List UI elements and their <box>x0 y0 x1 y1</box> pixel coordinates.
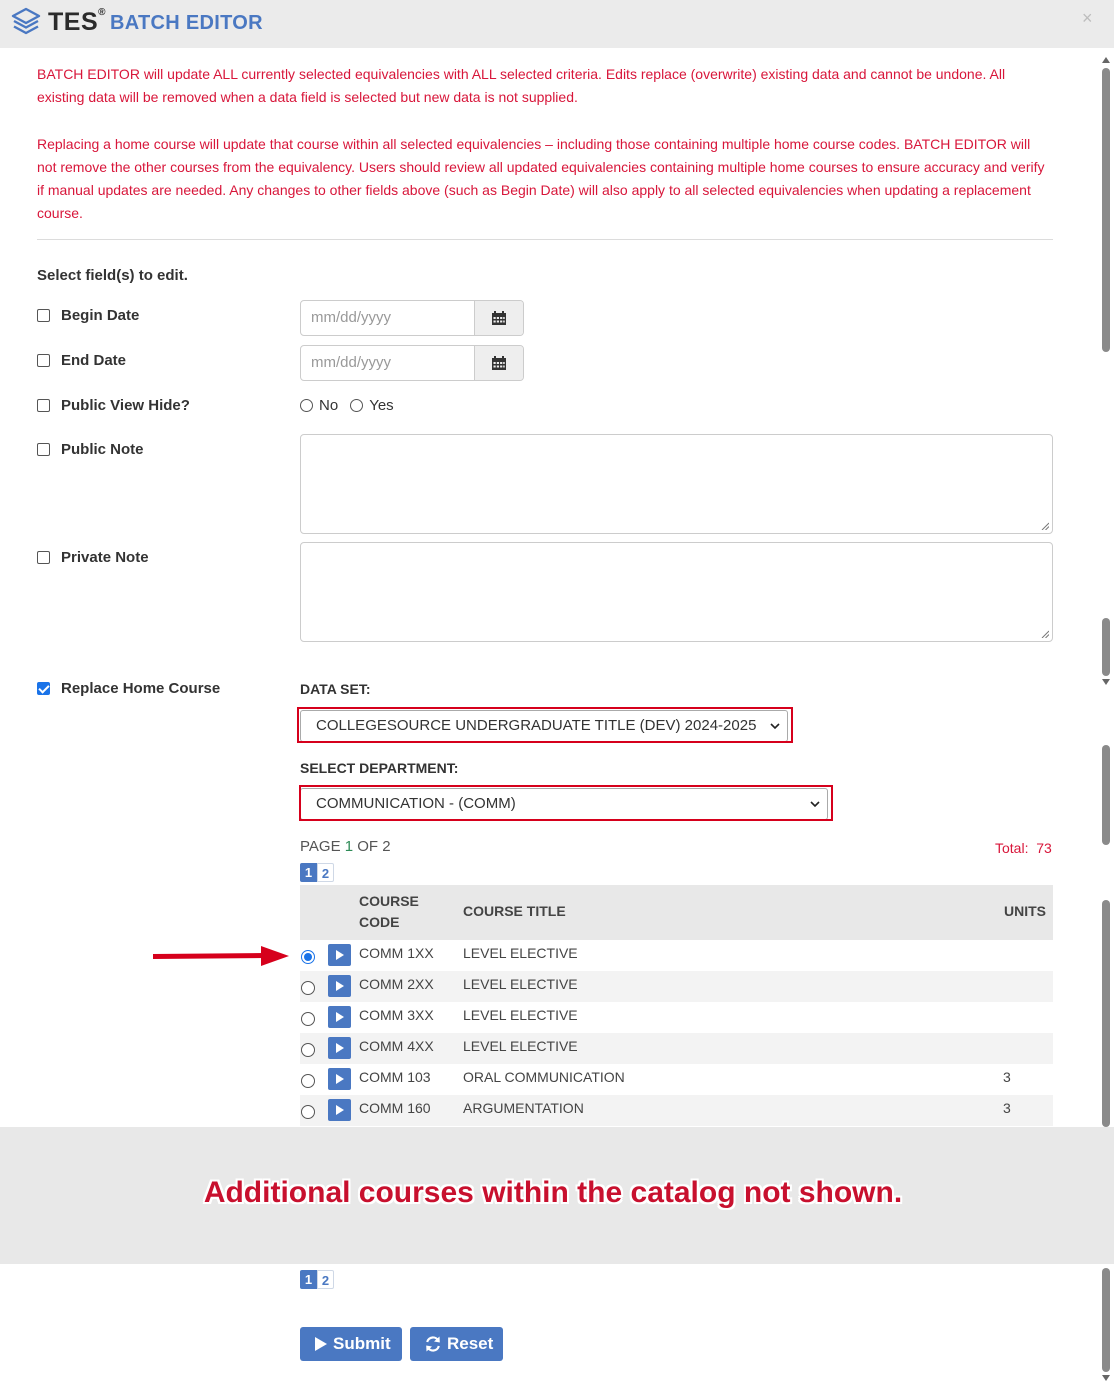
resize-grip-icon[interactable] <box>1041 522 1049 530</box>
begin-date-label: Begin Date <box>61 307 140 324</box>
replace-home-course-row <box>37 680 220 697</box>
course-title: LEVEL ELECTIVE <box>463 1007 578 1023</box>
end-date-input[interactable] <box>300 345 524 381</box>
pagination-bottom <box>300 1270 334 1289</box>
page-2-button[interactable]: 2 <box>317 863 334 882</box>
table-row[interactable] <box>300 1064 1053 1095</box>
course-title: ORAL COMMUNICATION <box>463 1069 625 1085</box>
row-radio[interactable] <box>301 1074 315 1088</box>
public-note-label: Public Note <box>61 441 144 458</box>
scrollbar-thumb[interactable] <box>1102 618 1110 676</box>
radio-no-label: No <box>319 397 339 414</box>
radio-yes-label: Yes <box>369 397 394 414</box>
section-label: Select field(s) to edit. <box>37 267 188 284</box>
course-code: COMM 3XX <box>359 1007 434 1023</box>
course-title: LEVEL ELECTIVE <box>463 976 578 992</box>
total-count: Total: 73 <box>995 840 1052 856</box>
course-units: 3 <box>1003 1069 1011 1085</box>
replace-home-course-checkbox[interactable] <box>37 682 50 695</box>
highlight-box-department <box>299 785 833 821</box>
replace-home-course-label: Replace Home Course <box>61 680 221 697</box>
expand-play-icon[interactable] <box>328 1037 351 1059</box>
app-title: BATCH EDITOR <box>110 12 263 34</box>
reset-label: Reset <box>447 1334 494 1353</box>
expand-play-icon[interactable] <box>328 975 351 997</box>
table-header <box>300 885 1053 940</box>
course-title: LEVEL ELECTIVE <box>463 1038 578 1054</box>
scroll-up-icon[interactable] <box>1101 56 1111 64</box>
submit-button[interactable] <box>300 1327 402 1361</box>
page-1-button[interactable]: 1 <box>300 863 317 882</box>
course-code: COMM 1XX <box>359 945 434 961</box>
page-indicator: PAGE 1 OF 2 <box>300 838 391 855</box>
course-title: ARGUMENTATION <box>463 1100 584 1116</box>
expand-play-icon[interactable] <box>328 944 351 966</box>
calendar-icon[interactable] <box>474 301 523 335</box>
modal-header <box>0 0 1114 48</box>
course-code: COMM 2XX <box>359 976 434 992</box>
public-note-textarea[interactable] <box>300 434 1053 534</box>
end-date-label: End Date <box>61 352 127 369</box>
table-row[interactable] <box>300 1002 1053 1033</box>
public-view-hide-row <box>37 397 190 414</box>
column-course-code: COURSE CODE <box>359 893 419 930</box>
department-label: SELECT DEPARTMENT: <box>300 760 459 776</box>
scroll-down-icon[interactable] <box>1101 1374 1111 1382</box>
play-icon <box>314 1336 328 1352</box>
expand-play-icon[interactable] <box>328 1068 351 1090</box>
column-course-title: COURSE TITLE <box>463 903 566 919</box>
dataset-selected-value: COLLEGESOURCE UNDERGRADUATE TITLE (DEV) 2024-2025 <box>316 717 757 734</box>
course-code: COMM 160 <box>359 1100 431 1116</box>
end-date-checkbox[interactable] <box>37 354 50 367</box>
begin-date-checkbox[interactable] <box>37 309 50 322</box>
column-units: UNITS <box>1004 903 1046 919</box>
scrollbar-thumb[interactable] <box>1102 900 1110 1127</box>
brand-logo: TES® <box>48 6 106 36</box>
row-radio[interactable] <box>301 981 315 995</box>
department-selected-value: COMMUNICATION - (COMM) <box>316 795 516 812</box>
pagination-top <box>300 863 334 882</box>
close-icon[interactable]: × <box>1082 8 1093 28</box>
warning-text-overwrite: BATCH EDITOR will update ALL currently selected equivalencies with ALL selected criteria. Edits replace (overwrite) existing data and cannot be undone. All existing data will be removed when a data field is selected but new data is not supplied. <box>37 66 1006 105</box>
stack-logo-icon <box>10 6 42 38</box>
course-code: COMM 4XX <box>359 1038 434 1054</box>
table-row[interactable] <box>300 971 1053 1002</box>
scrollbar-thumb[interactable] <box>1102 68 1110 352</box>
course-units: 3 <box>1003 1100 1011 1116</box>
scrollbar-thumb[interactable] <box>1102 745 1110 845</box>
calendar-icon[interactable] <box>474 346 523 380</box>
begin-date-placeholder: mm/dd/yyyy <box>311 309 392 326</box>
private-note-textarea[interactable] <box>300 542 1053 642</box>
private-note-row <box>37 549 149 566</box>
public-view-hide-label: Public View Hide? <box>61 397 190 414</box>
public-view-hide-checkbox[interactable] <box>37 399 50 412</box>
private-note-checkbox[interactable] <box>37 551 50 564</box>
expand-play-icon[interactable] <box>328 1099 351 1121</box>
begin-date-row <box>37 307 139 324</box>
table-row[interactable] <box>300 940 1053 971</box>
row-radio[interactable] <box>301 1043 315 1057</box>
row-radio[interactable] <box>301 950 315 964</box>
public-note-checkbox[interactable] <box>37 443 50 456</box>
dataset-label: DATA SET: <box>300 681 371 697</box>
end-date-placeholder: mm/dd/yyyy <box>311 354 392 371</box>
resize-grip-icon[interactable] <box>1041 630 1049 638</box>
radio-no[interactable] <box>300 399 313 412</box>
public-view-hide-options <box>300 397 394 414</box>
row-radio[interactable] <box>301 1012 315 1026</box>
row-radio[interactable] <box>301 1105 315 1119</box>
scrollbar-thumb[interactable] <box>1102 1268 1110 1372</box>
page-1-button[interactable]: 1 <box>300 1270 317 1289</box>
course-code: COMM 103 <box>359 1069 431 1085</box>
red-arrow-icon <box>153 944 289 968</box>
refresh-icon <box>424 1335 442 1353</box>
expand-play-icon[interactable] <box>328 1006 351 1028</box>
divider <box>37 239 1053 240</box>
submit-label: Submit <box>333 1334 391 1353</box>
course-title: LEVEL ELECTIVE <box>463 945 578 961</box>
end-date-row <box>37 352 126 369</box>
annotation-text: Additional courses within the catalog not shown. <box>203 1176 903 1209</box>
table-row[interactable] <box>300 1033 1053 1064</box>
table-row[interactable] <box>300 1095 1053 1126</box>
highlight-box-dataset <box>297 707 793 743</box>
begin-date-input[interactable] <box>300 300 524 336</box>
public-note-row <box>37 441 144 458</box>
radio-yes[interactable] <box>350 399 363 412</box>
warning-text-replace: Replacing a home course will update that course within all selected equivalencies – including those containing multiple home course codes. BATCH EDITOR will not remove the other courses from the equivalency. Users should review all updated equivalencies containing multiple home courses to ensure accuracy and verify if manual updates are needed. Any changes to other fields above (such as Begin Date) will also apply to all selected equivalencies when updating a replacement course. <box>37 136 1045 221</box>
page-2-button[interactable]: 2 <box>317 1270 334 1289</box>
private-note-label: Private Note <box>61 549 149 566</box>
scroll-down-icon[interactable] <box>1101 678 1111 686</box>
reset-button[interactable] <box>410 1327 503 1361</box>
